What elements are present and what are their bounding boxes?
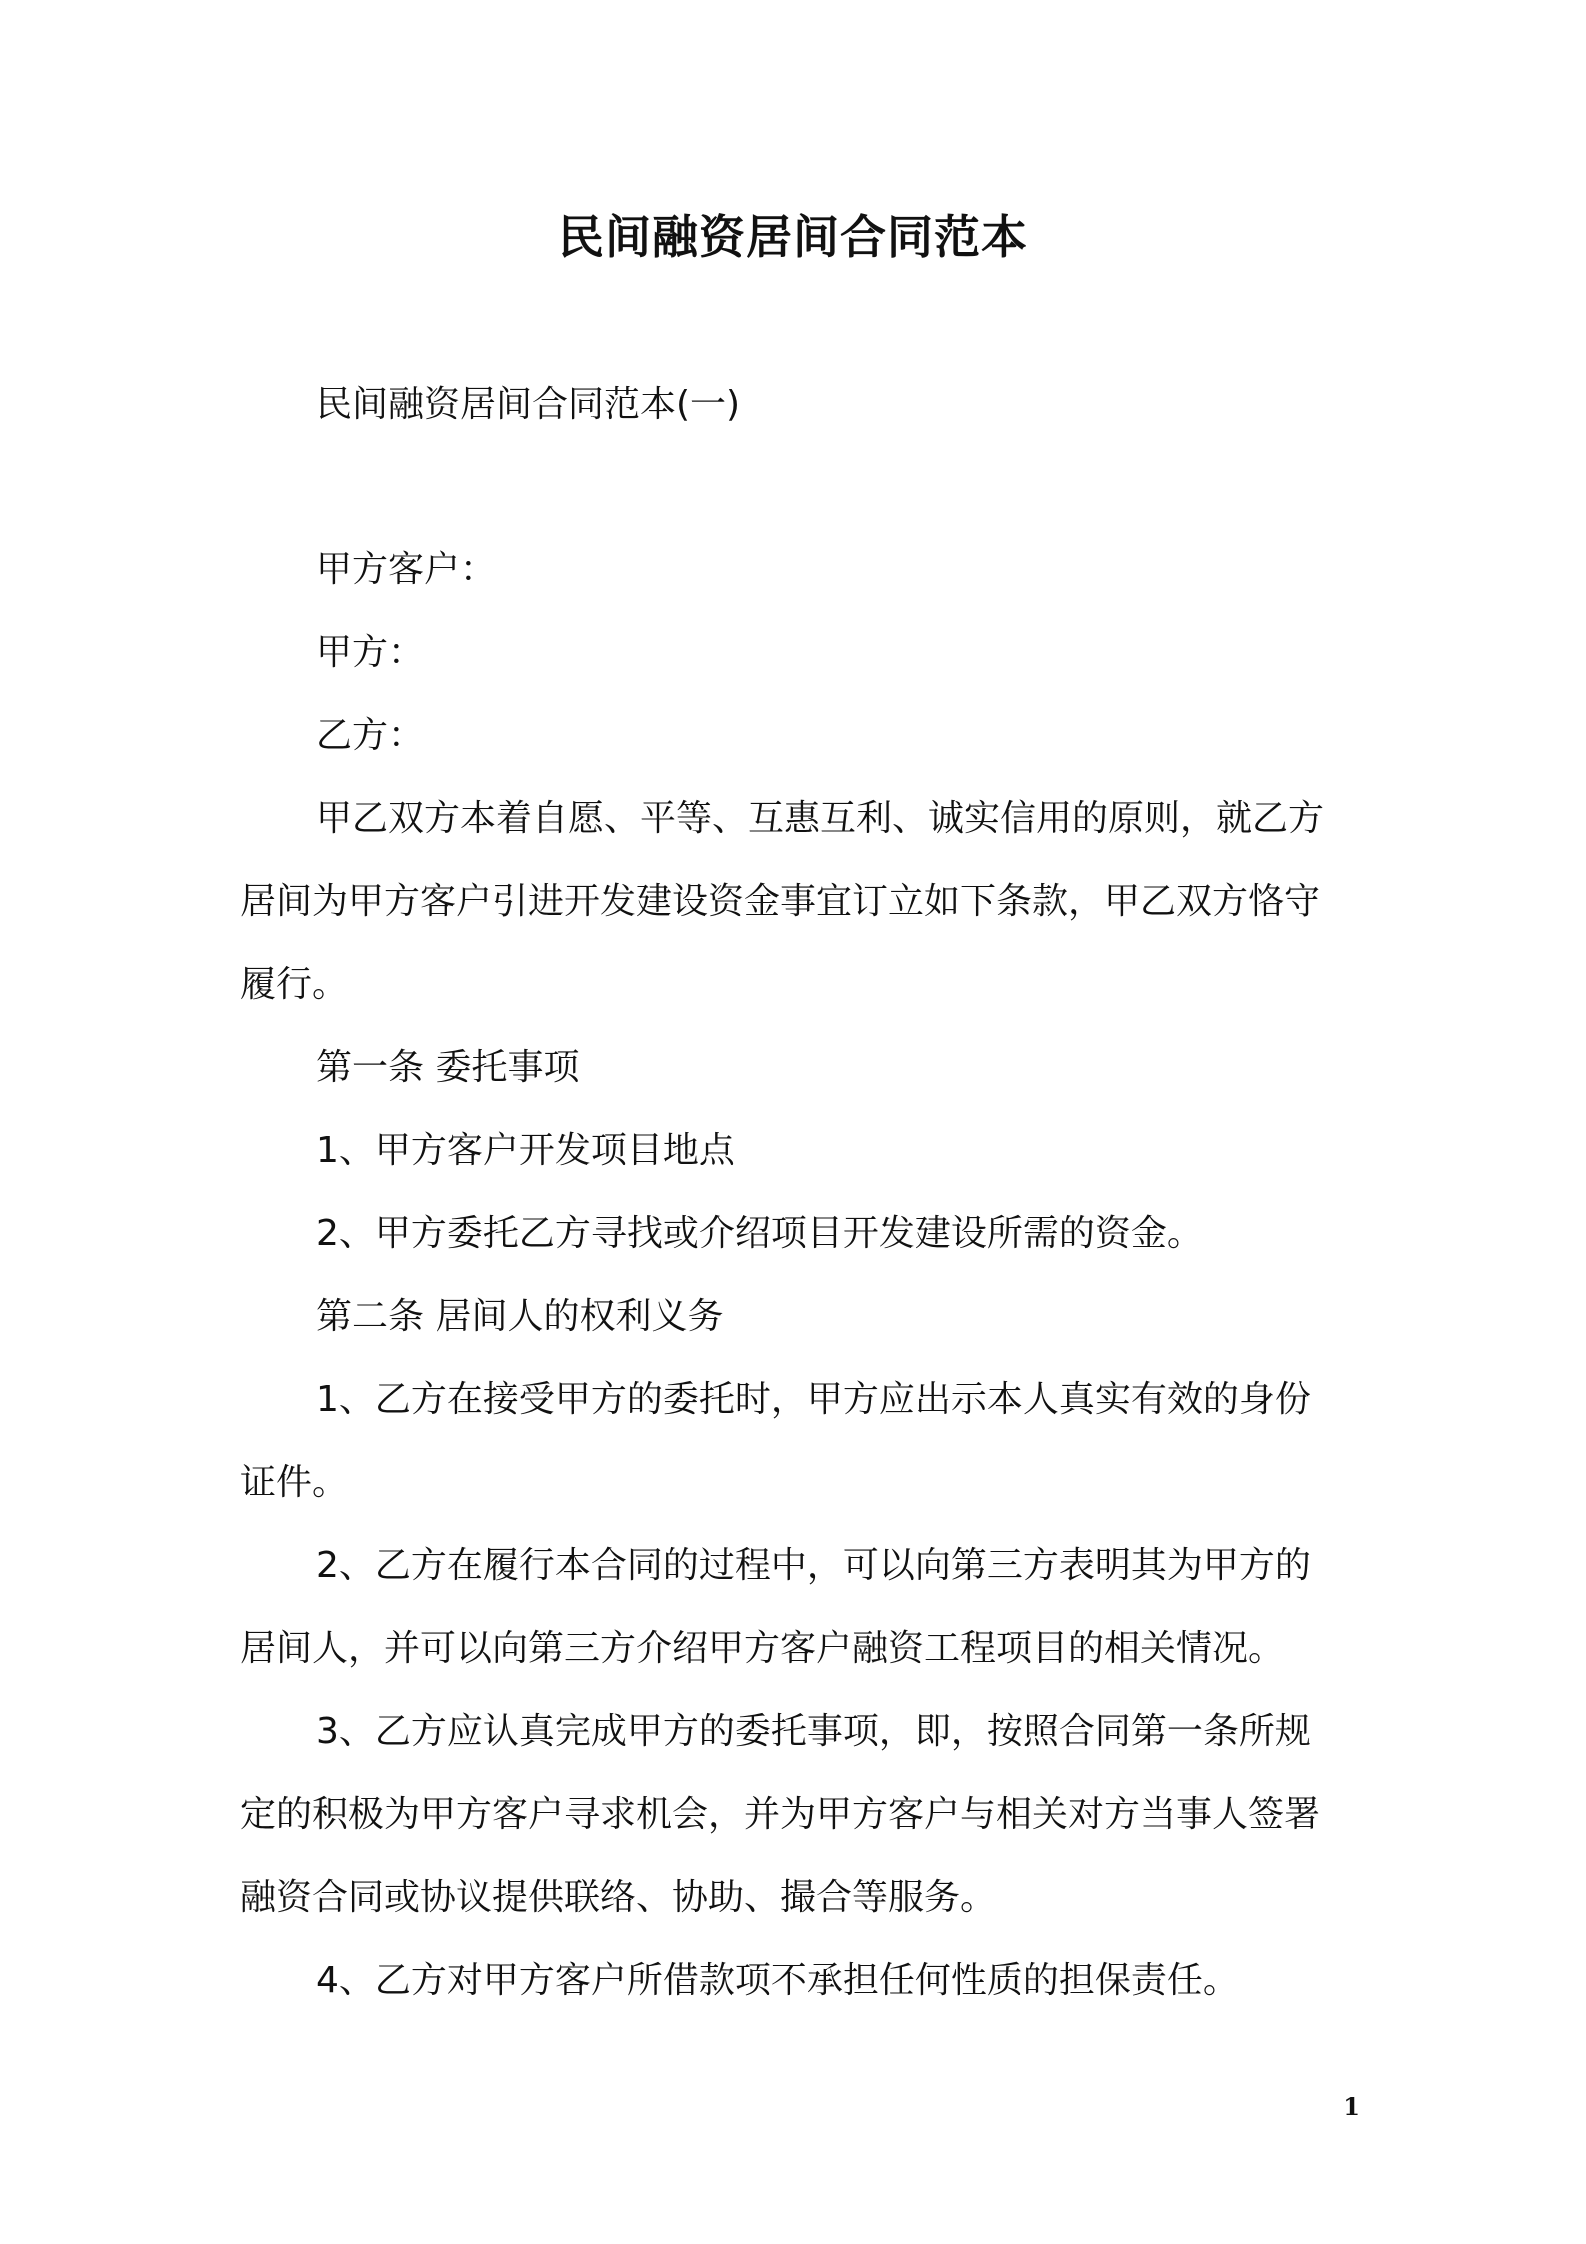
document-title: 民间融资居间合同范本 (558, 210, 1028, 264)
paragraph-line: 证件。 (240, 1462, 349, 1503)
paragraph-line: 1、乙方在接受甲方的委托时，甲方应出示本人真实有效的身份 (316, 1379, 1311, 1420)
article-heading: 第一条 委托事项 (316, 1047, 580, 1088)
paragraph-line: 2、乙方在履行本合同的过程中，可以向第三方表明其为甲方的 (316, 1545, 1311, 1586)
party-a-client-line: 甲方客户： (316, 549, 497, 590)
paragraph-line: 1、甲方客户开发项目地点 (316, 1130, 735, 1171)
article-heading: 第二条 居间人的权利义务 (316, 1296, 724, 1337)
paragraph-line: 履行。 (240, 964, 349, 1005)
paragraph-line: 2、甲方委托乙方寻找或介绍项目开发建设所需的资金。 (316, 1213, 1203, 1254)
paragraph-line: 甲乙双方本着自愿、平等、互惠互利、诚实信用的原则，就乙方 (316, 798, 1325, 839)
paragraph-line: 4、乙方对甲方客户所借款项不承担任何性质的担保责任。 (316, 1960, 1239, 2001)
paragraph-line: 居间人，并可以向第三方介绍甲方客户融资工程项目的相关情况。 (240, 1628, 1285, 1669)
paragraph-line: 居间为甲方客户引进开发建设资金事宜订立如下条款，甲乙双方恪守 (240, 881, 1321, 922)
subtitle: 民间融资居间合同范本(一) (316, 384, 741, 425)
party-a-line: 甲方： (316, 632, 425, 673)
paragraph-line: 融资合同或协议提供联络、协助、撮合等服务。 (240, 1877, 997, 1918)
party-b-line: 乙方： (316, 715, 425, 756)
paragraph-line: 3、乙方应认真完成甲方的委托事项，即，按照合同第一条所规 (316, 1711, 1311, 1752)
paragraph-line: 定的积极为甲方客户寻求机会，并为甲方客户与相关对方当事人签署 (240, 1794, 1321, 1835)
page-number: 1 (1343, 2092, 1360, 2121)
